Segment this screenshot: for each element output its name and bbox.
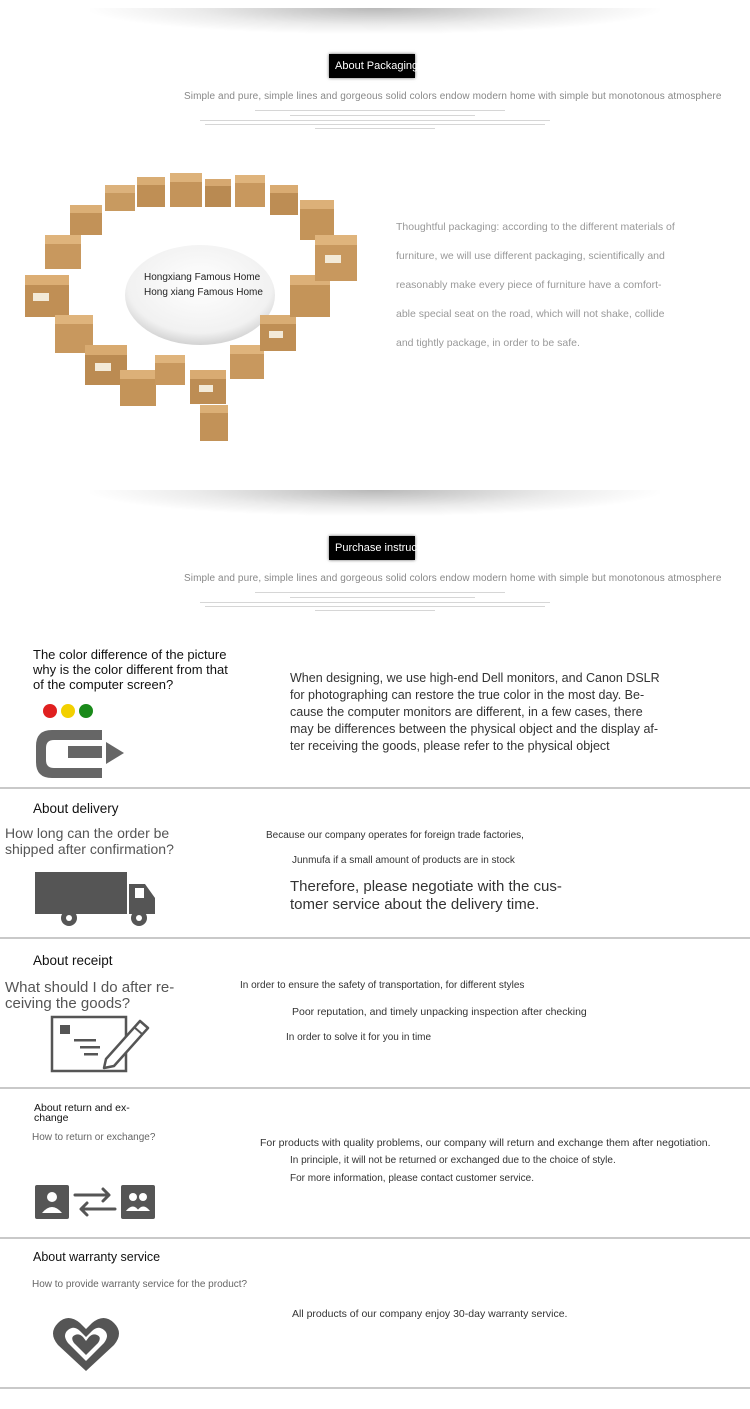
receipt-title: About receipt (33, 953, 113, 968)
return-question: How to return or exchange? (32, 1132, 156, 1143)
purchase-title: Purchase instructions (329, 536, 415, 560)
color-answer-line: When designing, we use high-end Dell monitors, and Canon DSLR (290, 671, 660, 685)
return-answer-1: For products with quality problems, our company will return and exchange them after negotiation. (260, 1137, 711, 1149)
red-dot-icon (43, 704, 57, 718)
section-shadow-divider (90, 490, 660, 516)
warranty-answer: All products of our company enjoy 30-day warranty service. (292, 1308, 568, 1320)
return-title-line: change (34, 1112, 69, 1124)
packaging-title: About Packaging (329, 54, 415, 78)
delivery-title: About delivery (33, 801, 119, 816)
color-answer-line: for photographing can restore the true color in the most day. Be- (290, 688, 645, 702)
packaging-microtext (200, 120, 550, 121)
color-question-line: The color difference of the picture (33, 647, 227, 662)
receipt-answer-2: Poor reputation, and timely unpacking inspection after checking (292, 1006, 587, 1018)
delivery-answer-1: Because our company operates for foreign trade factories, (266, 830, 524, 841)
purchase-microtext (200, 602, 550, 603)
color-answer-line: ter receiving the goods, please refer to the physical object (290, 739, 610, 753)
delivery-question-line: shipped after confirmation? (5, 841, 174, 857)
warranty-heart-icon (50, 1315, 122, 1375)
delivery-answer-line: tomer service about the delivery time. (290, 896, 540, 913)
packaging-description (396, 213, 696, 358)
packaging-text-line: and tightly package, in order to be safe. (396, 337, 580, 349)
truck-icon (35, 870, 159, 928)
packaging-text-line: furniture, we will use different packaging, scientifically and (396, 250, 665, 262)
delivery-answer-2: Junmufa if a small amount of products are in stock (292, 855, 515, 866)
stage-label-1: Hongxiang Famous Home (144, 272, 261, 283)
delivery-question (5, 825, 174, 857)
delivery-answer-line: Therefore, please negotiate with the cus- (290, 878, 562, 895)
color-answer (290, 670, 660, 755)
packaging-text-line: Thoughtful packaging: according to the different materials of (396, 221, 675, 233)
section-divider (0, 1237, 750, 1239)
exchange-icon (35, 1183, 157, 1221)
delivery-question-line: How long can the order be (5, 825, 170, 841)
yellow-dot-icon (61, 704, 75, 718)
packaging-text-line: reasonably make every piece of furniture have a comfort- (396, 279, 662, 291)
return-answer-3: For more information, please contact customer service. (290, 1173, 534, 1184)
packaging-text-line: able special seat on the road, which will not shake, collide (396, 308, 665, 320)
packaging-microtext (290, 115, 475, 116)
receipt-answer-1: In order to ensure the safety of transportation, for different styles (240, 980, 525, 991)
return-title-line: About return and ex- (34, 1102, 130, 1114)
receipt-question-line: ceiving the goods? (5, 995, 131, 1012)
section-divider (0, 937, 750, 939)
packaging-boxes-illustration (15, 165, 375, 455)
packaging-microtext (255, 110, 505, 111)
section-divider (0, 1387, 750, 1389)
purchase-subtitle: Simple and pure, simple lines and gorgeous solid colors endow modern home with simple but monotonous atmosphere (184, 573, 722, 584)
purchase-microtext (255, 592, 505, 593)
receipt-question-line: What should I do after re- (5, 979, 175, 996)
packaging-microtext (205, 124, 545, 125)
packaging-subtitle: Simple and pure, simple lines and gorgeous solid colors endow modern home with simple but monotonous atmosphere (184, 91, 722, 102)
receipt-answer-3: In order to solve it for you in time (286, 1032, 432, 1043)
return-title (34, 1103, 130, 1123)
section-divider (0, 787, 750, 789)
return-answer-2: In principle, it will not be returned or exchanged due to the choice of style. (290, 1155, 616, 1166)
receipt-question (5, 980, 174, 1012)
purchase-microtext (290, 597, 475, 598)
packaging-microtext (315, 128, 435, 129)
purchase-microtext (315, 610, 435, 611)
warranty-title: About warranty service (33, 1250, 161, 1264)
green-dot-icon (79, 704, 93, 718)
color-question-line: of the computer screen? (33, 677, 174, 692)
section-divider (0, 1087, 750, 1089)
purchase-microtext (205, 606, 545, 607)
delivery-answer-3 (290, 878, 562, 914)
color-question-line: why is the color different from that (33, 662, 228, 677)
color-answer-line: may be differences between the physical object and the display af- (290, 722, 659, 736)
color-monitor-icon (30, 702, 130, 784)
color-answer-line: cause the computer monitors are different, in a few cases, there (290, 705, 643, 719)
warranty-question: How to provide warranty service for the product? (32, 1279, 248, 1290)
top-shadow-divider (90, 8, 660, 34)
signature-document-icon (50, 1013, 154, 1075)
color-question (33, 647, 228, 692)
stage-label-2: Hong xiang Famous Home (144, 287, 263, 298)
